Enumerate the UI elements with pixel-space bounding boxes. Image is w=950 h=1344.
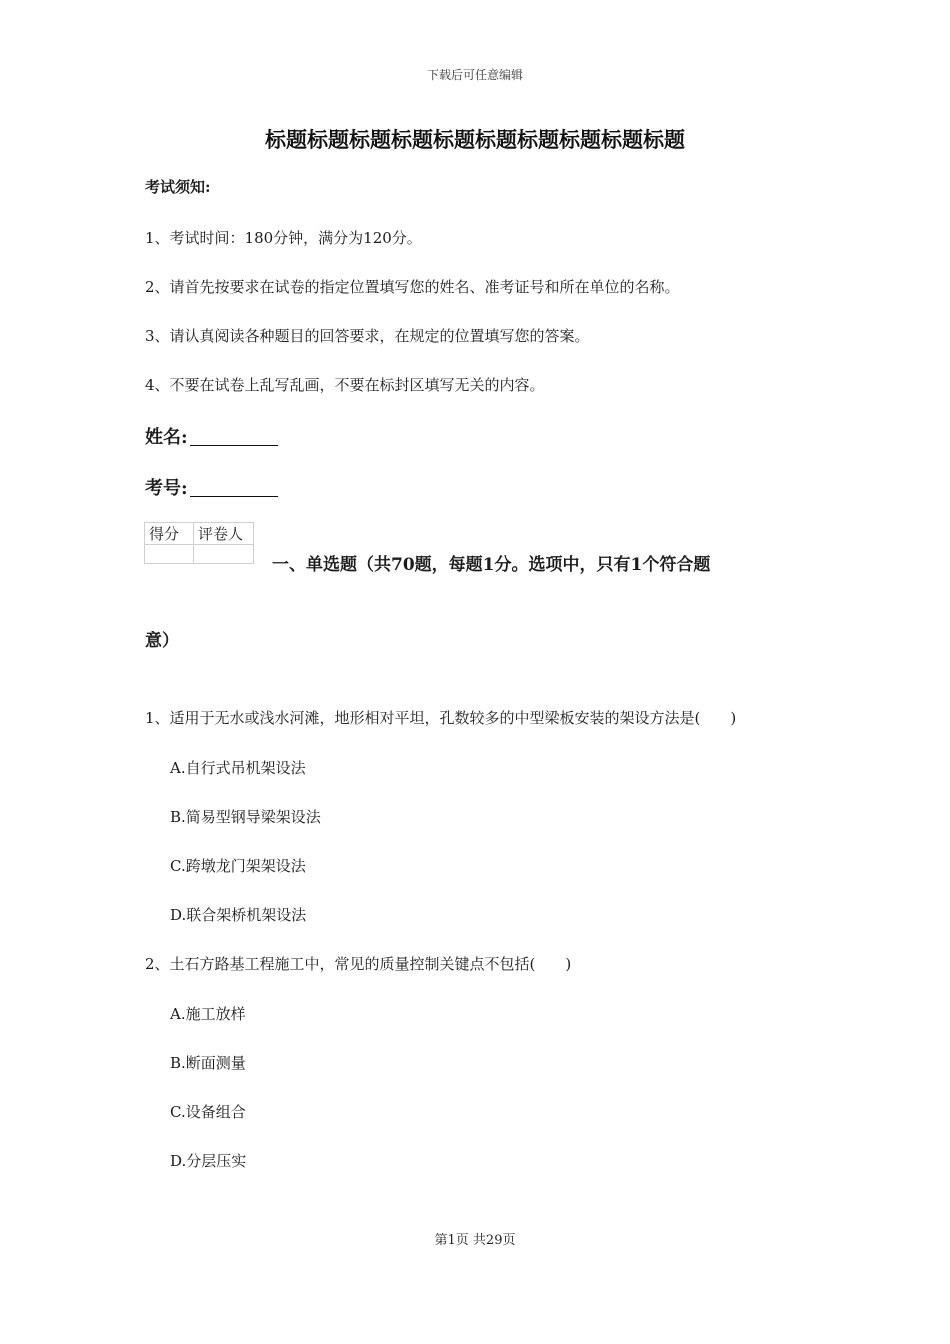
score-table [144, 522, 254, 564]
question-1-option-c[interactable]: C.跨墩龙门架架设法 [170, 857, 306, 875]
grader-header: 评卷人 [194, 523, 254, 545]
question-2: 2、土石方路基工程施工中，常见的质量控制关键点不包括( ) [145, 955, 572, 973]
question-1: 1、适用于无水或浅水河滩，地形相对平坦，孔数较多的中型梁板安装的架设方法是( ) [145, 709, 737, 727]
question-1-option-b[interactable]: B.简易型钢导梁架设法 [170, 808, 321, 826]
question-1-option-d[interactable]: D.联合架桥机架设法 [170, 906, 307, 924]
name-label: 姓名: [145, 427, 188, 448]
grader-cell[interactable] [194, 545, 254, 564]
document-title: 标题标题标题标题标题标题标题标题标题标题 [265, 127, 685, 152]
page-footer: 第1页 共29页 [434, 1233, 516, 1248]
score-cell[interactable] [145, 545, 194, 564]
notice-heading: 考试须知: [145, 178, 211, 196]
notice-item-3: 3、请认真阅读各种题目的回答要求，在规定的位置填写您的答案。 [145, 327, 590, 345]
header-note: 下载后可任意编辑 [426, 68, 523, 82]
question-2-option-b[interactable]: B.断面测量 [170, 1054, 246, 1072]
name-field [145, 423, 278, 449]
notice-item-4: 4、不要在试卷上乱写乱画，不要在标封区填写无关的内容。 [145, 376, 545, 394]
exam-id-blank-line[interactable] [190, 495, 278, 497]
section-title-continued: 意） [145, 631, 179, 651]
exam-id-field [145, 474, 278, 500]
score-header: 得分 [145, 523, 194, 545]
section-title: 一、单选题（共70题，每题1分。选项中，只有1个符合题 [272, 555, 711, 575]
question-2-option-a[interactable]: A.施工放样 [170, 1005, 246, 1023]
question-2-option-c[interactable]: C.设备组合 [170, 1103, 246, 1121]
notice-item-2: 2、请首先按要求在试卷的指定位置填写您的姓名、准考证号和所在单位的名称。 [145, 278, 680, 296]
notice-item-1: 1、考试时间：180分钟，满分为120分。 [145, 229, 422, 247]
name-blank-line[interactable] [190, 444, 278, 446]
question-2-option-d[interactable]: D.分层压实 [170, 1152, 247, 1170]
exam-id-label: 考号: [145, 478, 188, 499]
question-1-option-a[interactable]: A.自行式吊机架设法 [170, 759, 306, 777]
